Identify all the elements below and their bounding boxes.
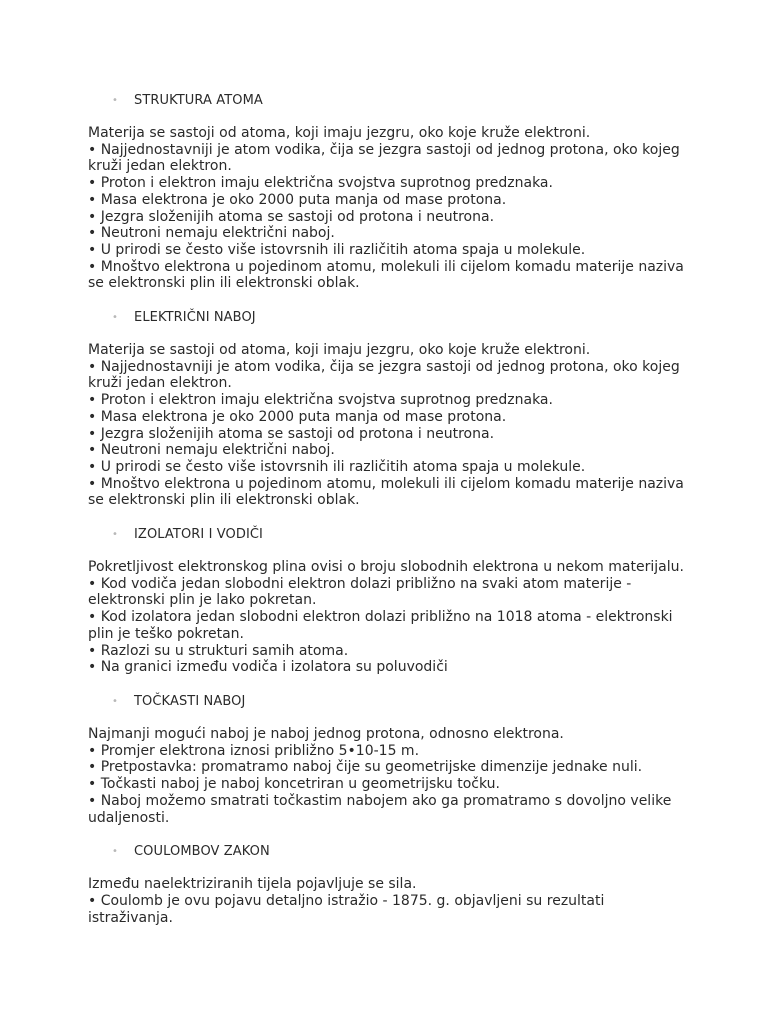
text-line: • Naboj možemo smatrati točkastim nabojem ako ga promatramo s dovoljno velike: [88, 792, 672, 809]
text-line: • Točkasti naboj je naboj koncetriran u geometrijsku točku.: [88, 776, 501, 793]
text-line: • Mnoštvo elektrona u pojedinom atomu, molekuli ili cijelom komadu materije naziva: [88, 475, 684, 492]
section-heading: [88, 308, 708, 328]
text-line: • Mnoštvo elektrona u pojedinom atomu, molekuli ili cijelom komadu materije naziva: [88, 258, 684, 275]
text-line: • Jezgra složenijih atoma se sastoji od protona i neutrona.: [88, 425, 495, 442]
text-line: • Kod izolatora jedan slobodni elektron dolazi približno na 1018 atoma - elektronski: [88, 609, 673, 626]
text-line: Materija se sastoji od atoma, koji imaju jezgru, oko koje kruže elektroni.: [88, 125, 591, 141]
text-line: Pokretljivost elektronskog plina ovisi o broju slobodnih elektrona u nekom materijalu.: [88, 559, 684, 576]
section-paragraph: [88, 726, 708, 826]
section-elektricni-naboj: [88, 308, 708, 509]
text-line: • U prirodi se često više istovrsnih ili različitih atoma spaja u molekule.: [88, 458, 586, 475]
text-line: udaljenosti.: [88, 809, 170, 826]
text-line: Materija se sastoji od atoma, koji imaju jezgru, oko koje kruže elektroni.: [88, 342, 591, 359]
text-line: • Masa elektrona je oko 2000 puta manja od mase protona.: [88, 408, 507, 425]
section-tockasti-naboj: [88, 692, 708, 826]
text-line: • U prirodi se često više istovrsnih ili različitih atoma spaja u molekule.: [88, 241, 586, 258]
text-line: Najmanji mogući naboj je naboj jednog protona, odnosno elektrona.: [88, 725, 564, 742]
section-paragraph: [88, 876, 708, 926]
heading-text: COULOMBOV ZAKON: [134, 844, 270, 860]
section-coulombov-zakon: [88, 842, 708, 926]
text-line: • Kod vodiča jedan slobodni elektron dolazi približno na svaki atom materije -: [88, 575, 632, 592]
section-struktura-atoma: [88, 91, 708, 292]
heading-text: TOČKASTI NABOJ: [134, 693, 246, 709]
text-line: • Jezgra složenijih atoma se sastoji od protona i neutrona.: [88, 208, 495, 225]
text-line: • Promjer elektrona iznosi približno 5•10-15 m.: [88, 742, 420, 759]
text-line: kruži jedan elektron.: [88, 375, 232, 392]
text-line: • Na granici između vodiča i izolatora su poluvodiči: [88, 659, 448, 676]
bullet-icon: •: [112, 95, 118, 106]
section-paragraph: [88, 125, 708, 292]
section-heading: [88, 91, 708, 111]
text-line: Između naelektriziranih tijela pojavljuje se sila.: [88, 876, 417, 893]
text-line: • Neutroni nemaju električni naboj.: [88, 225, 335, 242]
text-line: • Razlozi su u strukturi samih atoma.: [88, 642, 349, 659]
text-line: • Masa elektrona je oko 2000 puta manja od mase protona.: [88, 191, 507, 208]
text-line: • Proton i elektron imaju električna svojstva suprotnog predznaka.: [88, 175, 553, 192]
text-line: se elektronski plin ili elektronski oblak.: [88, 275, 360, 292]
bullet-icon: •: [112, 695, 118, 707]
text-line: plin je teško pokretan.: [88, 625, 244, 642]
heading-text: IZOLATORI I VODIČI: [134, 527, 263, 543]
text-line: • Najjednostavniji je atom vodika, čija se jezgra sastoji od jednog protona, oko kojeg: [88, 141, 680, 158]
text-line: elektronski plin je lako pokretan.: [88, 592, 317, 609]
text-line: kruži jedan elektron.: [88, 158, 232, 175]
section-paragraph: [88, 342, 708, 509]
bullet-icon: •: [112, 312, 118, 324]
text-line: se elektronski plin ili elektronski oblak.: [88, 492, 360, 509]
text-line: • Pretpostavka: promatramo naboj čije su geometrijske dimenzije jednake nuli.: [88, 759, 643, 776]
section-heading: [88, 692, 708, 712]
text-line: • Najjednostavniji je atom vodika, čija se jezgra sastoji od jednog protona, oko kojeg: [88, 358, 680, 375]
section-heading: [88, 842, 708, 862]
section-paragraph: [88, 559, 708, 676]
text-line: • Proton i elektron imaju električna svojstva suprotnog predznaka.: [88, 392, 553, 409]
heading-text: STRUKTURA ATOMA: [134, 93, 263, 108]
section-izolatori-i-vodici: [88, 525, 708, 676]
section-heading: [88, 525, 708, 545]
bullet-icon: •: [112, 529, 118, 541]
text-line: istraživanja.: [88, 909, 173, 926]
text-line: • Coulomb je ovu pojavu detaljno istražio - 1875. g. objavljeni su rezultati: [88, 892, 605, 909]
text-line: • Neutroni nemaju električni naboj.: [88, 442, 335, 459]
heading-text: ELEKTRIČNI NABOJ: [134, 310, 256, 326]
bullet-icon: •: [112, 846, 118, 858]
